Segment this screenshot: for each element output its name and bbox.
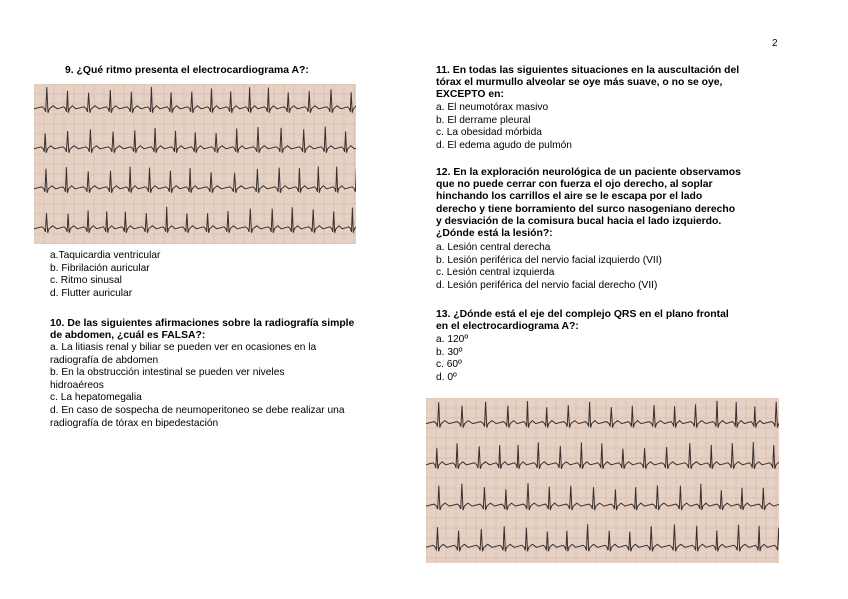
question-12-stem-line: que no puede cerrar con fuerza el ojo derecho, al soplar — [436, 179, 713, 191]
option-10c[interactable]: c. La hepatomegalia — [50, 392, 142, 404]
question-9-stem: 9. ¿Qué ritmo presenta el electrocardiograma A?: — [65, 65, 309, 76]
option-11d[interactable]: d. El edema agudo de pulmón — [436, 139, 572, 151]
option-10d-cont[interactable]: radiografía de tórax en bipedestación — [50, 417, 219, 429]
option-10a[interactable]: a. La litiasis renal y biliar se pueden ver en ocasiones en la — [50, 342, 317, 353]
question-12-stem-line: 12. En la exploración neurológica de un paciente observamos — [436, 167, 741, 178]
option-10b-cont[interactable]: hidroaéreos — [50, 379, 104, 391]
option-9b[interactable]: b. Fibrilación auricular — [50, 262, 150, 274]
option-12b[interactable]: b. Lesión periférica del nervio facial izquierdo (VII) — [436, 254, 662, 266]
question-12-stem-line: ¿Dónde está la lesión?: — [436, 228, 553, 240]
option-12c[interactable]: c. Lesión central izquierda — [436, 267, 555, 279]
question-11-stem-line: EXCEPTO en: — [436, 89, 504, 101]
option-10a-cont[interactable]: radiografía de abdomen — [50, 354, 159, 366]
question-12-options — [436, 242, 662, 292]
ecg-a-svg — [34, 84, 356, 244]
question-12-stem-line: derecho y tiene borramiento del surco nasogeniano derecho — [436, 203, 736, 215]
question-12-stem-line: hinchando los carrillos el aire se le escapa por el lado — [436, 191, 703, 203]
option-12a[interactable]: a. Lesión central derecha — [436, 242, 551, 253]
question-11-stem-line: tórax el murmullo alveolar se oye más suave, o no se oye, — [436, 77, 723, 89]
question-11-stem — [436, 65, 739, 102]
page-number: 2 — [772, 38, 778, 49]
question-13-stem-line: en el electrocardiograma A?: — [436, 321, 579, 333]
option-13d[interactable]: d. 0º — [436, 371, 457, 383]
ecg-b-svg — [426, 398, 779, 563]
question-12-stem-line: y desviación de la comisura bucal hacia el lado izquierdo. — [436, 215, 722, 227]
option-12d[interactable]: d. Lesión periférica del nervio facial derecho (VII) — [436, 279, 658, 291]
question-12-stem — [436, 167, 762, 240]
question-13-stem — [436, 309, 729, 333]
question-13-stem-line: 13. ¿Dónde está el eje del complejo QRS en el plano frontal — [436, 309, 729, 320]
question-9-options — [50, 250, 160, 300]
ecg-image-b — [426, 398, 779, 563]
option-10b[interactable]: b. En la obstrucción intestinal se pueden ver niveles — [50, 367, 285, 379]
question-10-stem-line: de abdomen, ¿cuál es FALSA?: — [50, 330, 206, 342]
question-10-stem-line: 10. De las siguientes afirmaciones sobre la radiografía simple — [50, 318, 355, 329]
option-9d[interactable]: d. Flutter auricular — [50, 287, 133, 299]
question-10-stem — [50, 318, 354, 342]
option-11b[interactable]: b. El derrame pleural — [436, 114, 531, 126]
ecg-image-a — [34, 84, 356, 244]
option-13c[interactable]: c. 60º — [436, 359, 462, 371]
question-11-options — [436, 102, 572, 152]
option-11a[interactable]: a. El neumotórax masivo — [436, 102, 549, 113]
question-13-options — [436, 334, 468, 384]
option-9c[interactable]: c. Ritmo sinusal — [50, 275, 122, 287]
option-13b[interactable]: b. 30º — [436, 346, 463, 358]
option-13a[interactable]: a. 120º — [436, 334, 469, 345]
option-11c[interactable]: c. La obesidad mórbida — [436, 127, 542, 139]
option-10d[interactable]: d. En caso de sospecha de neumoperitoneo se debe realizar una — [50, 404, 345, 416]
option-9a[interactable]: a.Taquicardia ventricular — [50, 250, 161, 261]
question-11-stem-line: 11. En todas las siguientes situaciones en la auscultación del — [436, 65, 740, 76]
question-10-options — [50, 342, 345, 430]
